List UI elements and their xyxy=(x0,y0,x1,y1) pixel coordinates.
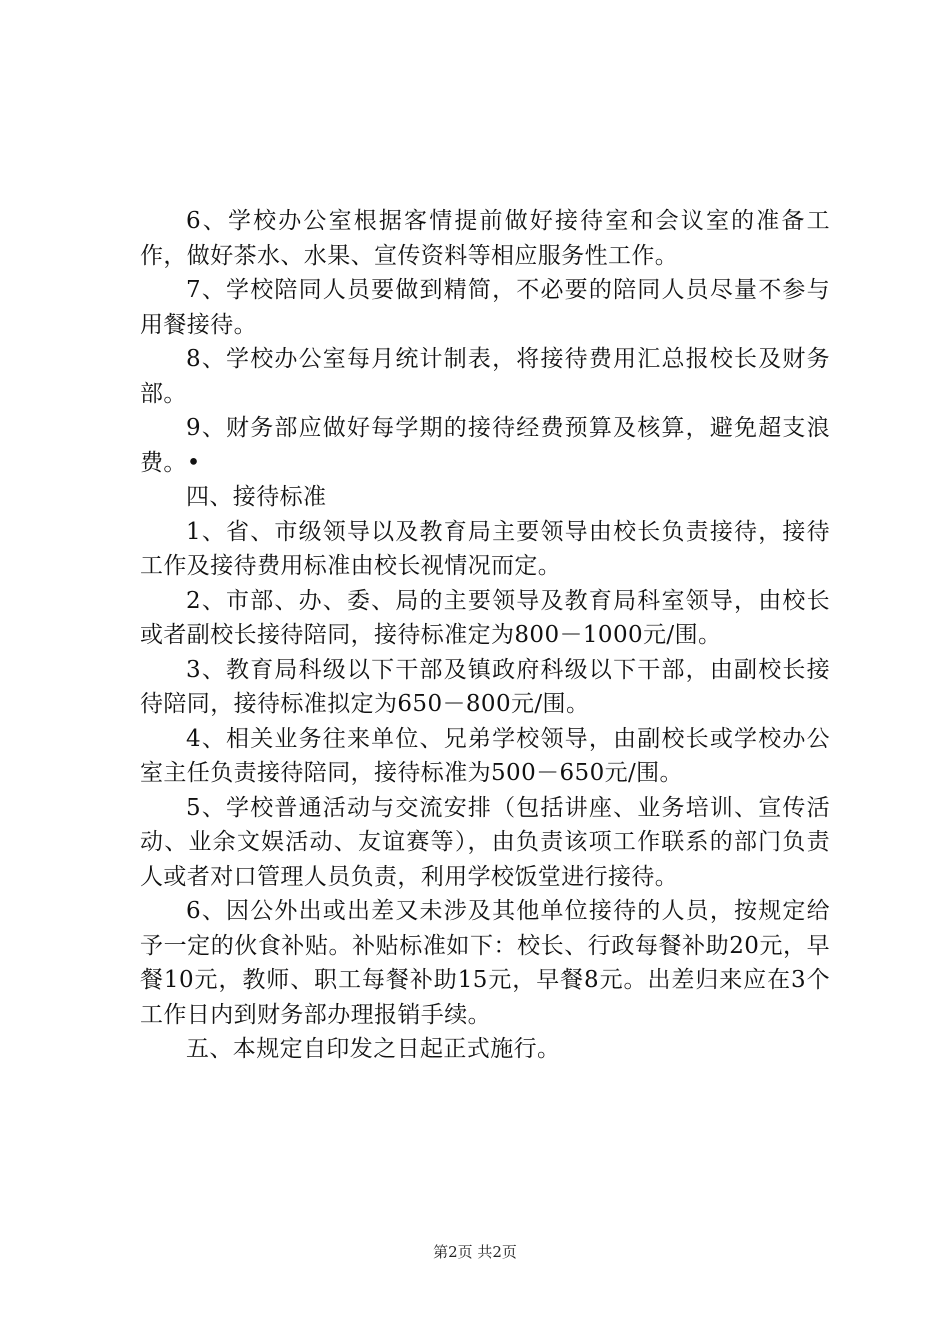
standard-item-5: 5、学校普通活动与交流安排（包括讲座、业务培训、宣传活动、业余文娱活动、友谊赛等），由负责该项工作联系的部门负责人或者对口管理人员负责，利用学校饭堂进行接待。 xyxy=(140,794,830,890)
paragraph-item-8: 8、学校办公室每月统计制表，将接待费用汇总报校长及财务部。 xyxy=(140,346,830,407)
standard-item-3: 3、教育局科级以下干部及镇政府科级以下干部，由副校长接待陪同，接待标准拟定为650－800元/围。 xyxy=(140,656,830,717)
document-body xyxy=(140,204,830,1067)
paragraph-item-7: 7、学校陪同人员要做到精简，不必要的陪同人员尽量不参与用餐接待。 xyxy=(140,277,830,338)
standard-item-4: 4、相关业务往来单位、兄弟学校领导，由副校长或学校办公室主任负责接待陪同，接待标准为500－650元/围。 xyxy=(140,725,830,786)
page-number-footer: 第2页 共2页 xyxy=(433,1243,517,1261)
standard-item-2: 2、市部、办、委、局的主要领导及教育局科室领导，由校长或者副校长接待陪同，接待标准定为800－1000元/围。 xyxy=(140,587,830,648)
paragraph-item-6: 6、学校办公室根据客情提前做好接待室和会议室的准备工作，做好茶水、水果、宣传资料等相应服务性工作。 xyxy=(140,208,830,269)
section-heading-effective-date: 五、本规定自印发之日起正式施行。 xyxy=(186,1036,561,1062)
standard-item-1: 1、省、市级领导以及教育局主要领导由校长负责接待，接待工作及接待费用标准由校长视情况而定。 xyxy=(140,518,830,579)
standard-item-6: 6、因公外出或出差又未涉及其他单位接待的人员，按规定给予一定的伙食补贴。补贴标准如下：校长、行政每餐补助20元，早餐10元，教师、职工每餐补助15元，早餐8元。出差归来应在3个工作日内到财务部办理报销手续。 xyxy=(140,898,830,1028)
paragraph-item-9: 9、财务部应做好每学期的接待经费预算及核算，避免超支浪费。• xyxy=(140,415,830,476)
section-heading-reception-standards: 四、接待标准 xyxy=(186,484,327,510)
